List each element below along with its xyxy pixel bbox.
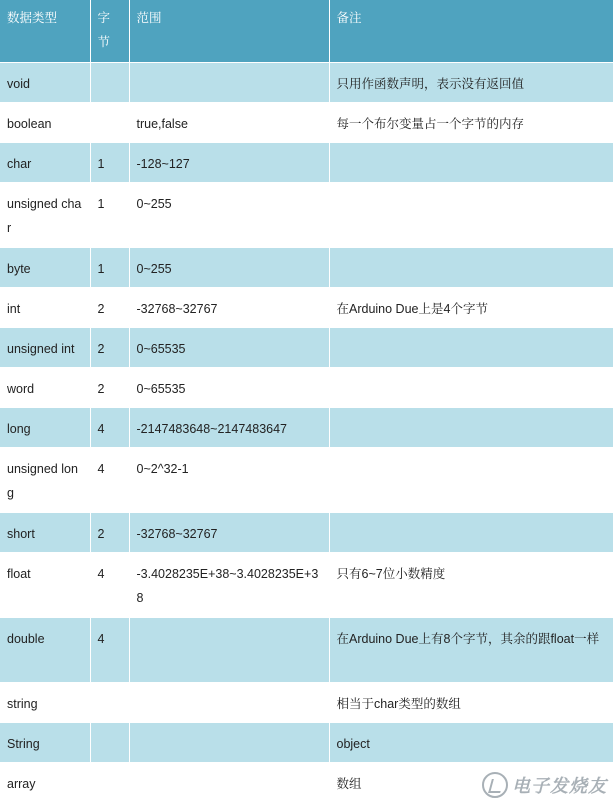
cell-range: 0~65535 [129,367,329,407]
cell-note [329,447,613,512]
cell-bytes: 4 [90,552,129,617]
cell-type: float [0,552,90,617]
cell-range: 0~2^32-1 [129,447,329,512]
cell-note: 只用作函数声明，表示没有返回值 [329,62,613,102]
cell-note [329,512,613,552]
cell-bytes: 2 [90,327,129,367]
table-row [0,62,613,102]
cell-type: unsigned long [0,447,90,512]
cell-bytes: 4 [90,617,129,682]
cell-note [329,247,613,287]
cell-type: short [0,512,90,552]
cell-type: double [0,617,90,682]
cell-type: String [0,722,90,762]
cell-type: byte [0,247,90,287]
elecfans-logo-icon [482,772,508,798]
cell-bytes: 1 [90,182,129,247]
table-row [0,247,613,287]
cell-note [329,327,613,367]
cell-bytes [90,722,129,762]
table-row [0,102,613,142]
table-row [0,407,613,447]
cell-note: 数组 [329,762,613,802]
cell-type: string [0,682,90,722]
cell-range [129,62,329,102]
table-row [0,327,613,367]
cell-note: object [329,722,613,762]
header-note: 备注 [329,0,613,62]
cell-bytes: 4 [90,407,129,447]
cell-type: unsigned char [0,182,90,247]
cell-type: boolean [0,102,90,142]
cell-note: 在Arduino Due上有8个字节，其余的跟float一样 [329,617,613,682]
cell-note: 每一个布尔变量占一个字节的内存 [329,102,613,142]
table-row [0,142,613,182]
header-range: 范围 [129,0,329,62]
cell-range: true,false [129,102,329,142]
cell-bytes [90,62,129,102]
cell-range: 0~65535 [129,327,329,367]
cell-type: void [0,62,90,102]
watermark-text: 电子发烧友 [512,776,607,796]
cell-note: 只有6~7位小数精度 [329,552,613,617]
table-row [0,512,613,552]
cell-range [129,682,329,722]
table-row [0,287,613,327]
cell-range: -3.4028235E+38~3.4028235E+38 [129,552,329,617]
cell-type: int [0,287,90,327]
header-bytes: 字节 [90,0,129,62]
cell-bytes [90,682,129,722]
table-row [0,182,613,247]
cell-bytes: 1 [90,142,129,182]
header-type: 数据类型 [0,0,90,62]
table-row [0,617,613,682]
table-row [0,447,613,512]
cell-range: -2147483648~2147483647 [129,407,329,447]
cell-note [329,142,613,182]
cell-note [329,407,613,447]
cell-note [329,367,613,407]
table-header-row [0,0,613,62]
cell-bytes: 1 [90,247,129,287]
watermark [482,772,607,798]
table-row [0,722,613,762]
cell-note [329,182,613,247]
cell-type: word [0,367,90,407]
cell-range: -128~127 [129,142,329,182]
cell-type: unsigned int [0,327,90,367]
cell-range: -32768~32767 [129,512,329,552]
cell-type: array [0,762,90,802]
table-row [0,367,613,407]
cell-bytes: 2 [90,367,129,407]
cell-bytes [90,102,129,142]
cell-range: -32768~32767 [129,287,329,327]
cell-note: 在Arduino Due上是4个字节 [329,287,613,327]
cell-bytes [90,762,129,802]
cell-range [129,722,329,762]
table-row [0,682,613,722]
cell-bytes: 4 [90,447,129,512]
cell-bytes: 2 [90,287,129,327]
cell-range [129,762,329,802]
cell-range: 0~255 [129,247,329,287]
table-row [0,552,613,617]
cell-type: char [0,142,90,182]
cell-range [129,617,329,682]
cell-range: 0~255 [129,182,329,247]
cell-note: 相当于char类型的数组 [329,682,613,722]
cell-type: long [0,407,90,447]
cell-bytes: 2 [90,512,129,552]
